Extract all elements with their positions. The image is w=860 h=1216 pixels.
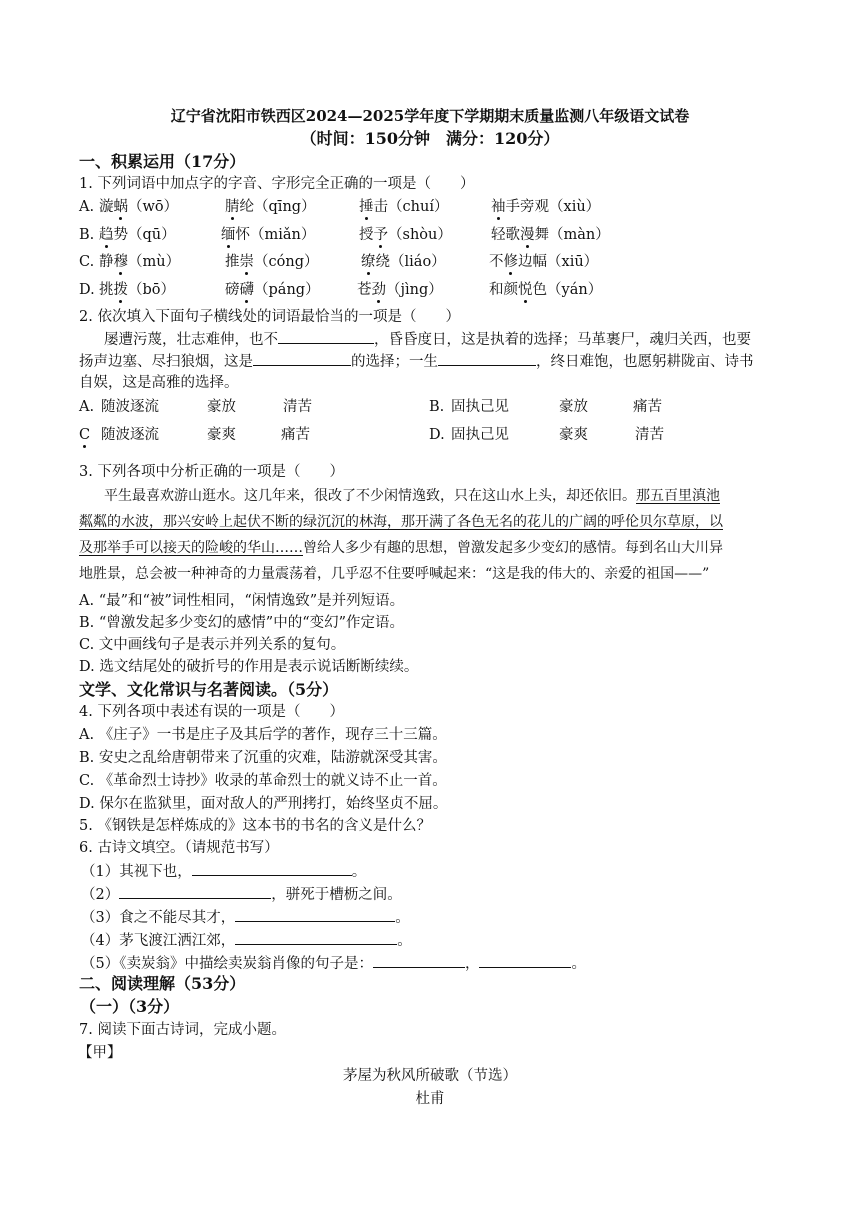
- poem-title: 茅屋为秋风所破歌（节选）: [343, 1068, 517, 1084]
- q2-stem: 2. 依次填入下面句子横线处的词语最恰当的一项是（ ）: [79, 309, 460, 325]
- q2-options-row2: [79, 425, 779, 445]
- q7-stem: 7. 阅读下面古诗词，完成小题。: [79, 1022, 286, 1038]
- q2-option-d: D. 固执己见 豪爽 清苦: [429, 427, 664, 443]
- q1-b-1: 趋势（qū）: [99, 227, 176, 243]
- q4-option-d: D. 保尔在监狱里，面对敌人的严刑拷打，始终坚贞不屈。: [79, 796, 448, 812]
- q3-passage-line4: 地胜景，总会被一种神奇的力量震荡着，几乎忍不住要呼喊起来：“这是我的伟大的、亲爱的祖国——”: [79, 566, 710, 582]
- q3-passage-line3: 及那举手可以接天的险峻的华山……曾给人多少有趣的思想，曾激发起多少变幻的感情。每到名山大川异: [79, 540, 723, 556]
- q4-option-b: B. 安史之乱给唐朝带来了沉重的灾难，陆游就深受其害。: [79, 750, 447, 766]
- q3-option-a: A. “最”和“被”词性相同，“闲情逸致”是并列短语。: [79, 593, 405, 609]
- q1-a-4: 袖手旁观（xiù）: [491, 199, 601, 215]
- q1-option-c: [79, 252, 779, 272]
- q2-options-row1: [79, 397, 779, 417]
- q3-option-c: C. 文中画线句子是表示并列关系的复句。: [79, 637, 346, 653]
- q2-passage-line1: 屡遭污蔑，壮志难伸，也不 ，昏昏度日，这是执着的选择；马革裹尸，魂归关西，也要: [104, 329, 751, 350]
- section-1-title: 一、积累运用（17分）: [79, 152, 246, 171]
- q2-option-b: B. 固执己见 豪放 痛苦: [429, 399, 662, 415]
- q1-a-3: 捶击（chuí）: [359, 199, 449, 215]
- q2-passage-line3: 自娱，这是高雅的选择。: [79, 375, 239, 391]
- q3-passage-line1: 平生最喜欢游山逛水。这几年来，很改了不少闲情逸致，只在这山水上头，却还依旧。那五百里滇池: [104, 488, 720, 504]
- q6-stem: 6. 古诗文填空。（请规范书写）: [79, 840, 279, 856]
- q1-d-4: 和颜悦色（yán）: [489, 282, 603, 298]
- q2-option-a: A. 随波逐流 豪放 清苦: [79, 399, 312, 415]
- exam-title: 辽宁省沈阳市铁西区2024—2025学年度下学期期末质量监测八年级语文试卷: [170, 107, 690, 125]
- q1-option-a: [79, 197, 779, 217]
- subsection-1-title: （一）（3分）: [80, 997, 180, 1016]
- q1-c-3: 缭绕（liáo）: [361, 254, 446, 270]
- q1-a-2: 腈纶（qīng）: [225, 199, 316, 215]
- q6-blank-1: [192, 861, 352, 876]
- q1-b-3: 授予（shòu）: [359, 227, 452, 243]
- q1-c-4: 不修边幅（xiū）: [489, 254, 599, 270]
- q3-option-d: D. 选文结尾处的破折号的作用是表示说话断断续续。: [79, 659, 419, 675]
- q4-stem: 4. 下列各项中表述有误的一项是（ ）: [79, 704, 344, 720]
- option-label: A.: [79, 199, 95, 215]
- q6-item-4: （4）茅飞渡江洒江郊， 。: [81, 930, 412, 951]
- q6-blank-2: [119, 884, 271, 899]
- q2-option-c: C 随波逐流 豪爽 痛苦: [79, 427, 310, 443]
- section-literature-title: 文学、文化常识与名著阅读。（5分）: [79, 680, 339, 699]
- q1-d-1: 挑拨（bō）: [99, 282, 176, 298]
- option-label: C.: [79, 254, 95, 270]
- q4-option-a: A. 《庄子》一书是庄子及其后学的著作，现存三十三篇。: [79, 727, 447, 743]
- q1-option-b: [79, 225, 779, 245]
- q6-item-3: （3）食之不能尽其才， 。: [81, 907, 410, 928]
- q6-blank-3: [235, 907, 395, 922]
- q1-b-4: 轻歌漫舞（màn）: [491, 227, 610, 243]
- exam-subtitle: （时间：150分钟 满分：120分）: [300, 129, 560, 148]
- q1-d-2: 磅礴（páng）: [225, 282, 320, 298]
- q1-a-1: 漩蜗（wō）: [99, 199, 179, 215]
- q2-passage-line2: 扬声边塞、尽扫狼烟，这是 的选择；一生 ，终日难饱，也愿躬耕陇亩、诗书: [79, 351, 754, 372]
- q6-item-2: （2） ，骈死于槽枥之间。: [81, 884, 402, 905]
- q3-stem: 3. 下列各项中分析正确的一项是（ ）: [79, 464, 344, 480]
- underlined-sentence-end: 及那举手可以接天的险峻的华山……: [79, 540, 303, 556]
- q1-option-d: [79, 280, 779, 300]
- q2-blank-2: [253, 351, 351, 366]
- q1-b-2: 缅怀（miǎn）: [221, 227, 316, 243]
- section-2-title: 二、阅读理解（53分）: [79, 974, 246, 993]
- q6-blank-4: [235, 930, 397, 945]
- q5-stem: 5. 《钢铁是怎样炼成的》这本书的书名的含义是什么？: [79, 818, 431, 834]
- q2-blank-1: [278, 329, 374, 344]
- q6-blank-6: [479, 953, 571, 968]
- underlined-sentence: 那五百里滇池: [636, 488, 720, 504]
- q1-d-3: 苍劲（jìng）: [357, 282, 443, 298]
- q1-c-1: 静穆（mù）: [99, 254, 181, 270]
- q2-blank-3: [438, 351, 536, 366]
- q6-item-5: （5）《卖炭翁》中描绘卖炭翁肖像的句子是： ， 。: [81, 953, 586, 974]
- q3-option-b: B. “曾激发起多少变幻的感情”中的“变幻”作定语。: [79, 615, 405, 631]
- option-label: D.: [79, 282, 95, 298]
- option-label: B.: [79, 227, 95, 243]
- q4-option-c: C. 《革命烈士诗抄》收录的革命烈士的就义诗不止一首。: [79, 773, 447, 789]
- q1-stem: 1. 下列词语中加点字的字音、字形完全正确的一项是（ ）: [79, 176, 475, 192]
- q3-passage-line2: 粼粼的水波，那兴安岭上起伏不断的绿沉沉的林海，那开满了各色无名的花儿的广阔的呼伦贝尔草原，以: [79, 514, 723, 530]
- q1-c-2: 推崇（cóng）: [225, 254, 319, 270]
- q6-item-1: （1）其视下也， 。: [81, 861, 366, 882]
- jia-label: 【甲】: [78, 1045, 122, 1061]
- poem-author: 杜甫: [415, 1091, 445, 1107]
- q6-blank-5: [373, 953, 465, 968]
